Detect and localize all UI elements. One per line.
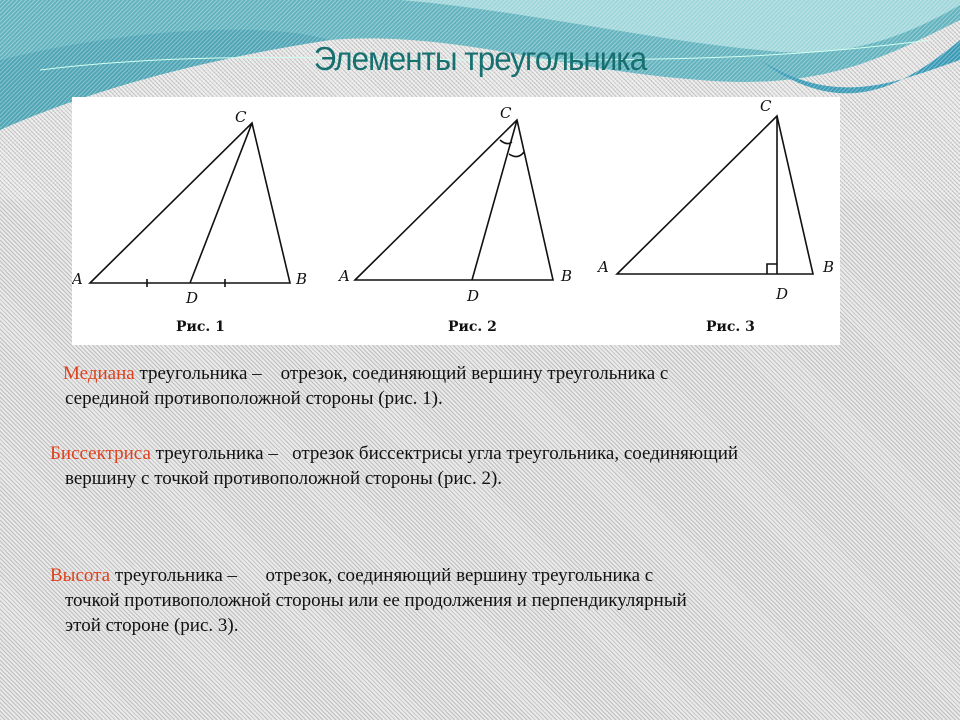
- vertex-label: B: [296, 270, 308, 288]
- definition-text: треугольника – отрезок, соединяющий вершину треугольника с: [134, 363, 669, 384]
- vertex-label: D: [467, 287, 480, 305]
- definition-text: этой стороне (рис. 3).: [65, 615, 239, 636]
- definition-text: вершину с точкой противоположной стороны (рис. 2).: [65, 468, 503, 489]
- vertex-label: C: [500, 104, 512, 122]
- vertex-label: B: [823, 258, 835, 276]
- figure-caption: Рис. 1: [176, 319, 225, 335]
- vertex-label: D: [186, 289, 199, 307]
- figure-3-altitude: [596, 97, 834, 335]
- vertex-label: A: [598, 258, 609, 276]
- definition-bisector: [50, 441, 738, 491]
- definition-text: треугольника – отрезок, соединяющий вершину треугольника с: [110, 565, 654, 586]
- definition-text: точкой противоположной стороны или ее продолжения и перпендикулярный: [65, 590, 687, 611]
- vertex-label: C: [760, 97, 772, 115]
- vertex-label: A: [339, 267, 350, 285]
- slide-title: Элементы треугольника: [313, 40, 647, 77]
- vertex-label: A: [72, 270, 83, 288]
- definition-median: [63, 361, 668, 411]
- figure-caption: Рис. 3: [706, 319, 755, 335]
- definition-altitude: [50, 563, 687, 638]
- vertex-label: D: [776, 285, 789, 303]
- vertex-label: C: [235, 108, 247, 126]
- term-median: Медиана: [63, 363, 135, 384]
- figure-caption: Рис. 2: [448, 319, 497, 335]
- figure-1-median: [72, 108, 307, 335]
- definition-text: серединой противоположной стороны (рис. 1).: [65, 388, 443, 409]
- figure-2-bisector: [337, 104, 572, 335]
- definition-text: треугольника – отрезок биссектрисы угла треугольника, соединяющий: [150, 443, 739, 464]
- figures-panel: [72, 97, 840, 345]
- term-altitude: Высота: [50, 565, 111, 586]
- vertex-label: B: [561, 267, 573, 285]
- term-bisector: Биссектриса: [50, 443, 151, 464]
